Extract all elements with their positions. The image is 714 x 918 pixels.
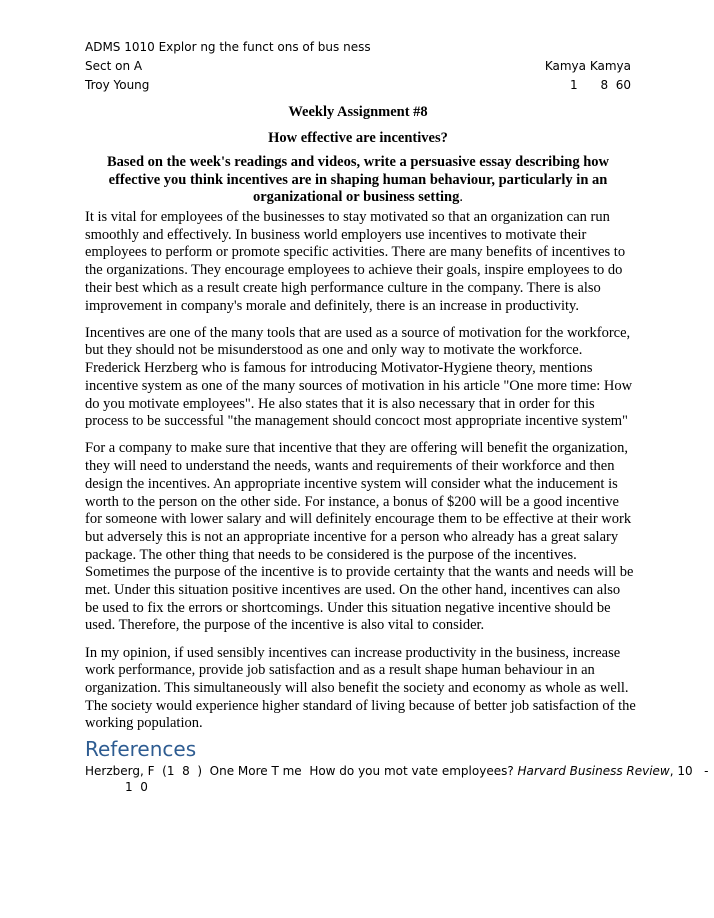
reference-pages: , 10 - <box>669 764 709 778</box>
assignment-question: How effective are incentives? <box>268 130 448 146</box>
student-name: Kamya Kamya <box>544 59 631 73</box>
header-row-1 <box>85 38 631 57</box>
page-header <box>85 38 631 95</box>
reference-authors: Herzberg, F (1 8 ) One More T me How do you mot vate employees? <box>85 764 518 778</box>
reference-line-1 <box>85 763 709 779</box>
essay-paragraph-4: In my opinion, if used sensibly incentives can increase productivity in the business, increase work performance, provide job satisfaction and as a result shape human behaviour in an organization. This simultaneously will also benefit the society and economy as whole as well. The society would experience higher standard of living because of better job satisfaction of the working population. <box>85 644 636 732</box>
essay-body <box>85 209 637 743</box>
essay-paragraph-2: Incentives are one of the many tools that are used as a source of motivation for the workforce, but they should not be misunderstood as one and only way to motivate the workforce. Frederick Herzberg who is famous for introducing Motivator-Hygiene theory, mentions incentive system as one of the many sources of motivation in his article "One more time: How do you motivate employees". He also states that it is also necessary that in order for this process to be successful "the management should concoct most appropriate incentive system" <box>85 324 633 430</box>
instructor-name: Troy Young <box>85 78 150 92</box>
essay-paragraph-3: For a company to make sure that incentive that they are offering will benefit the organization, they will need to understand the needs, wants and requirements of their workforce and then design the incentives. An appropriate incentive system will consider what the inducement is worth to the person on the other side. For instance, a bonus of $200 will be a good incentive for someone with lower salary and will definitely encourage them to be effective at their work but adversely this is not an appropriate incentive for a person who already has a great salary package. The other thing that needs to be considered is the purpose of the incentives. Sometimes the purpose of the incentive is to provide certainty that the wants and needs will be met. Under this situation positive incentives are used. On the other hand, incentives can also be used to fix the errors or shortcomings. Under this situation negative incentive should be used. Therefore, the purpose of the incentive is also vital to consider. <box>85 440 634 634</box>
assignment-title: Weekly Assignment #8 <box>288 104 428 120</box>
assignment-prompt-period: . <box>459 189 463 205</box>
assignment-prompt-text: Based on the week's readings and videos, write a persuasive essay describing how effective you think incentives are in shaping human behaviour, particularly in an organizational or business setting <box>106 154 610 205</box>
course-title: ADMS 1010 Explor ng the funct ons of bus ness <box>85 40 371 54</box>
reference-line-2: 1 0 <box>125 780 148 794</box>
references-heading: References <box>85 737 197 761</box>
reference-journal: Harvard Business Review <box>517 764 670 778</box>
essay-paragraph-1: It is vital for employees of the businesses to stay motivated so that an organization can run smoothly and effectively. In business world employers use incentives to motivate their employees to perform or promote specific activities. There are many benefits of incentives to the organizations. They encourage employees to achieve their goals, inspire employees to do their best which as a result create high performance culture in the company. There is also improvement in company's morale and definitely, there is an increase in productivity. <box>85 209 626 314</box>
header-row-2 <box>85 57 631 76</box>
header-row-3 <box>85 76 631 95</box>
student-number: 1 8 60 <box>569 78 631 92</box>
assignment-prompt <box>85 154 631 207</box>
reference-entry <box>85 763 709 795</box>
section-label: Sect on A <box>85 59 143 73</box>
